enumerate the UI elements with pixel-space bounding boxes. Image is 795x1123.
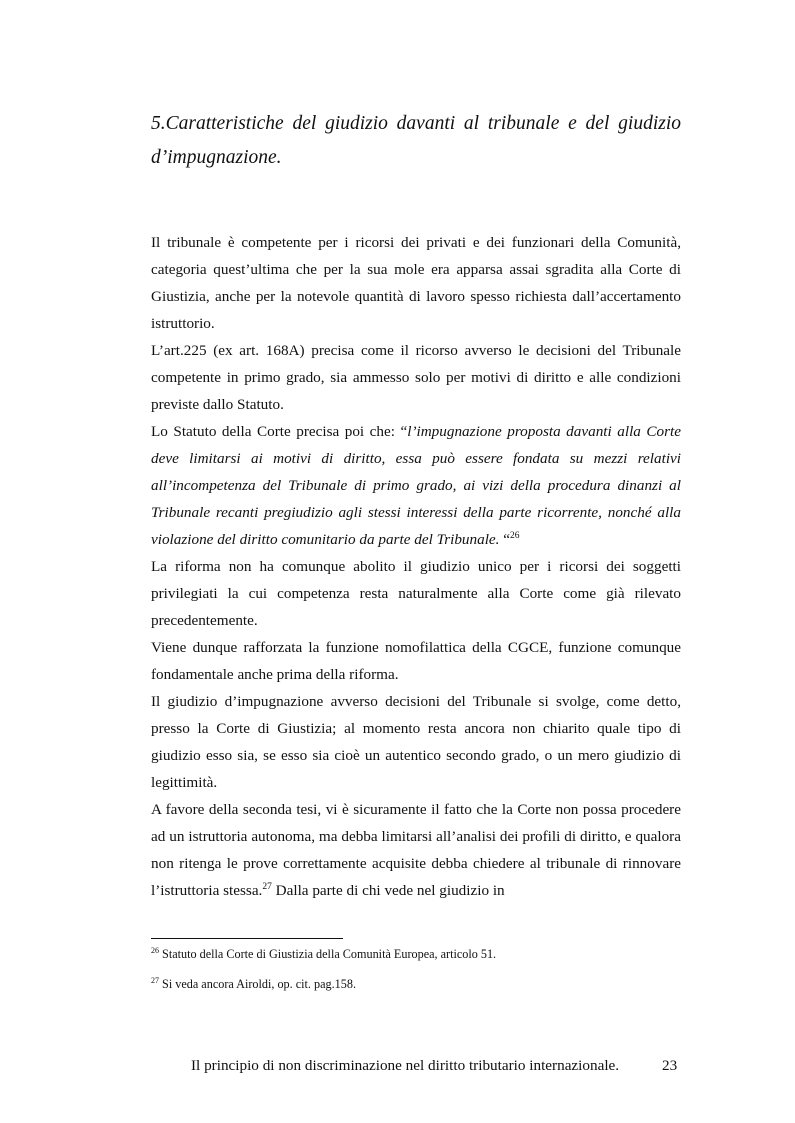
paragraph-1: Il tribunale è competente per i ricorsi dei privati e dei funzionari della Comunità, categoria quest’ultima che per la sua mole era apparsa assai sgradita alla Corte di Giustizia, anche per la notevole quantità di lavoro spesso richiesta dall’accertamento istruttorio. [151, 234, 681, 332]
quotation-close: “ [499, 531, 510, 548]
paragraph-7-before: A favore della seconda tesi, vi è sicuramente il fatto che la Corte non possa procedere ad un istruttoria autonoma, ma debba limitarsi all’analisi dei profili di diritto, e qualora non ritenga le prove correttamente acquisite debba chiedere al tribunale di rinnovare l’istruttoria stessa. [151, 801, 681, 899]
statute-quotation: l’impugnazione proposta davanti alla Corte deve limitarsi ai motivi di diritto, essa può essere fondata su mezzi relativi all’incompetenza del Tribunale di primo grado, ai vizi della procedura dinanzi al Tribunale recanti pregiudizio agli stessi interessi della parte ricorrente, nonché alla violazione del diritto comunitario da parte del Tribunale. [151, 423, 681, 548]
body-text [151, 229, 681, 904]
footnote-26 [151, 946, 681, 962]
paragraph-7 [151, 796, 681, 904]
footnote-text: Statuto della Corte di Giustizia della Comunità Europea, articolo 51. [162, 947, 497, 961]
footnote-ref-26[interactable]: 26 [510, 531, 520, 541]
paragraph-3-lead: Lo Statuto della Corte precisa poi che: “ [151, 423, 408, 440]
footnote-27 [151, 976, 681, 992]
page-number: 23 [662, 1057, 678, 1074]
footnote-ref-27[interactable]: 27 [262, 882, 272, 892]
paragraph-7-after: Dalla parte di chi vede nel giudizio in [271, 882, 505, 899]
footnote-text: Si veda ancora Airoldi, op. cit. pag.158. [162, 977, 356, 991]
paragraph-6: Il giudizio d’impugnazione avverso decisioni del Tribunale si svolge, come detto, presso la Corte di Giustizia; al momento resta ancora non chiarito quale tipo di giudizio esso sia, se esso sia cioè un autentico secondo grado, o un mero giudizio di legittimità. [151, 693, 681, 791]
paragraph-4: La riforma non ha comunque abolito il giudizio unico per i ricorsi dei soggetti privilegiati la cui competenza resta naturalmente alla Corte come già rilevato precedentemente. [151, 558, 681, 629]
paragraph-5: Viene dunque rafforzata la funzione nomofilattica della CGCE, funzione comunque fondamentale anche prima della riforma. [151, 639, 681, 683]
section-heading: 5.Caratteristiche del giudizio davanti al tribunale e del giudizio d’impugnazione. [151, 113, 681, 168]
footnote-number: 26 [151, 946, 159, 955]
footer-title: Il principio di non discriminazione nel diritto tributario internazionale. [191, 1057, 620, 1074]
footnote-number: 27 [151, 976, 159, 985]
paragraph-3 [151, 418, 681, 553]
paragraph-2: L’art.225 (ex art. 168A) precisa come il ricorso avverso le decisioni del Tribunale competente in primo grado, sia ammesso solo per motivi di diritto e alle condizioni previste dallo Statuto. [151, 342, 681, 413]
footnote-separator [151, 938, 343, 939]
